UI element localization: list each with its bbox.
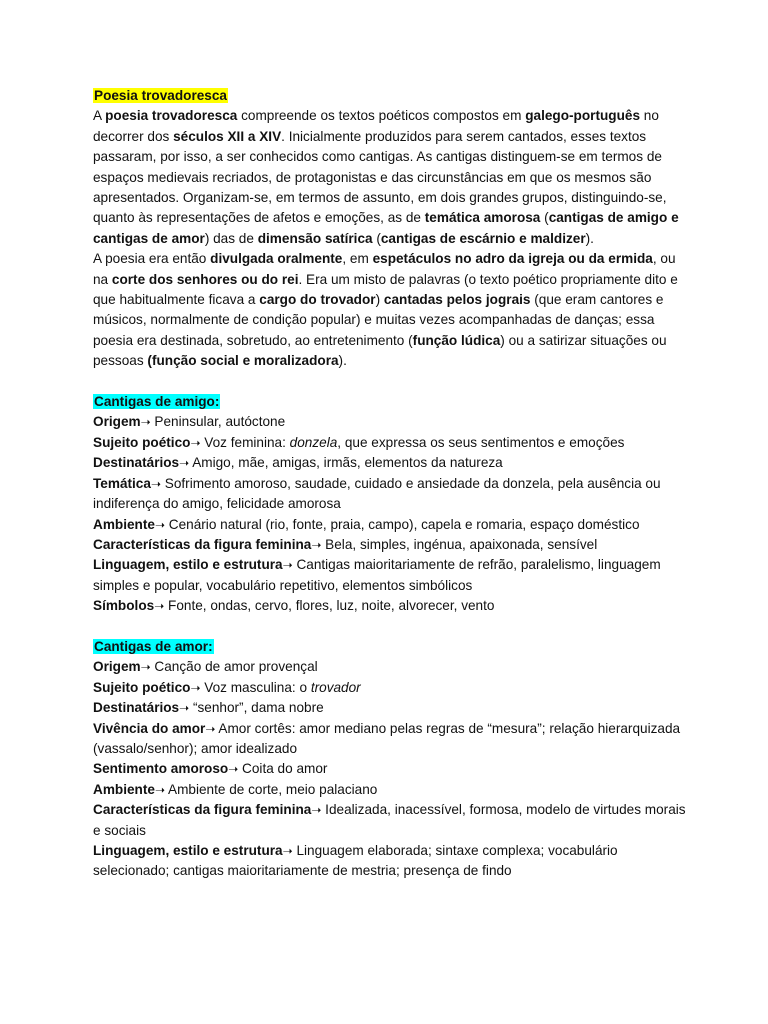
section-heading-amigo [93,392,688,412]
text-run: , em [342,251,373,267]
list-item [93,800,688,841]
arrow-icon: ➝ [154,782,165,797]
cantigas-amigo-list [93,412,688,616]
text-run: ). [338,353,347,369]
text-run: Ambiente de corte, meio palaciano [165,781,378,797]
arrow-icon: ➝ [150,476,161,491]
text-run: ). [585,230,594,246]
item-label: Linguagem, estilo e estrutura [93,557,283,573]
text-run: A poesia era então [93,251,211,267]
heading-cantigas-de-amor: Cantigas de amor: [94,638,213,654]
arrow-icon: ➝ [154,599,165,614]
item-label: Sujeito poético [93,434,191,450]
bold-text: corte dos senhores ou do rei [111,271,299,287]
bold-text: divulgada oralmente [210,251,343,267]
heading-poesia-trovadoresca: Poesia trovadoresca [94,88,227,103]
arrow-icon: ➝ [282,844,293,858]
arrow-icon: ➝ [205,721,216,736]
text-run: . Inicialmente produzidos para serem cantados, esses textos passaram, por isso, a ser conhecidos como cantigas. As cantigas distinguem-se em termos de espaços medievais recriados, de protagonistas e das circunstâncias em que os mesmos são apresentados. Organizam-se, em termos de assunto, em dois grandes grupos, distinguindo-se, quanto às representações de afetos e emoções, as de [93,128,667,226]
text-run: Linguagem elaborada; sintaxe complexa; vocabulário selecionado; cantigas maioritariamente de mestria; presença de findo [93,843,618,879]
section-heading-amor [93,637,688,657]
text-run: ) das de [204,230,258,246]
item-label: Símbolos [93,598,155,614]
list-item [93,678,688,698]
text-run: Amor cortês: amor mediano pelas regras de “mesura”; relação hierarquizada (vassalo/senhor); amor idealizado [93,720,681,756]
text-run: Canção de amor provençal [150,659,318,675]
list-item [93,780,688,800]
text-run: ) ou a satirizar situações ou pessoas [93,332,667,369]
arrow-icon: ➝ [190,680,201,695]
text-run: Amigo, mãe, amigas, irmãs, elementos da natureza [189,455,503,471]
arrow-icon: ➝ [179,701,190,716]
arrow-icon: ➝ [311,537,322,552]
list-item [93,596,688,616]
text-run: compreende os textos poéticos compostos em [237,108,526,124]
bold-text: séculos XII a XIV [173,128,282,144]
item-label: Origem [93,659,141,675]
item-label: Sentimento amoroso [93,761,229,777]
list-item [93,841,688,882]
text-run: no decorrer dos [93,108,659,144]
bold-text: poesia trovadoresca [105,108,238,124]
heading-cantigas-de-amigo: Cantigas de amigo: [94,394,220,410]
item-label: Origem [93,414,141,430]
arrow-icon: ➝ [140,660,151,675]
bold-text: (função social e moralizadora [147,353,339,369]
bold-text: função lúdica [412,332,501,348]
arrow-icon: ➝ [228,762,239,777]
arrow-icon: ➝ [179,456,190,471]
cantigas-amor-list [93,657,688,881]
item-label: Temática [93,475,151,491]
italic-text: donzela [289,434,338,450]
list-item [93,515,688,535]
text-run: Coita do amor [238,761,328,777]
text-run: ( [372,230,381,246]
text-run: Voz feminina: [200,434,290,450]
section-heading-poesia [93,86,688,106]
text-run: Fonte, ondas, cervo, flores, luz, noite, alvorecer, vento [164,598,495,614]
item-label: Características da figura feminina [93,802,312,818]
text-run: , ou na [93,251,676,287]
text-run: Idealizada, inacessível, formosa, modelo de virtudes morais e sociais [93,802,686,838]
text-run: “senhor”, dama nobre [189,700,324,716]
list-item [93,453,688,473]
list-item [93,535,688,555]
text-run: Cenário natural (rio, fonte, praia, campo), capela e romaria, espaço doméstico [165,516,640,532]
list-item [93,433,688,453]
text-run: , que expressa os seus sentimentos e emoções [337,434,625,450]
text-run: . Era um misto de palavras (o texto poético propriamente dito e que habitualmente ficava a [93,271,678,308]
arrow-icon: ➝ [311,803,322,818]
text-run: Cantigas maioritariamente de refrão, paralelismo, linguagem simples e popular, vocabulário repetitivo, elementos simbólicos [93,557,661,593]
arrow-icon: ➝ [140,415,151,430]
bold-text: galego-português [525,108,641,124]
list-item [93,412,688,432]
item-label: Ambiente [93,516,155,532]
list-item [93,698,688,718]
item-label: Sujeito poético [93,679,191,695]
arrow-icon: ➝ [154,517,165,532]
spacer [93,372,688,392]
list-item [93,555,688,596]
text-run: ) [375,292,384,308]
paragraph-intro [93,106,688,249]
text-run: Voz masculina: o [200,679,311,695]
item-label: Características da figura feminina [93,536,312,552]
list-item [93,759,688,779]
spacer [93,617,688,637]
italic-text: trovador [310,679,361,695]
bold-text: temática amorosa [424,210,541,226]
bold-text: espetáculos no adro da igreja ou da ermida [372,251,653,267]
text-run: Sofrimento amoroso, saudade, cuidado e ansiedade da donzela, pela ausência ou indiferença do amigo, felicidade amorosa [93,475,661,512]
item-label: Vivência do amor [93,720,206,736]
item-label: Destinatários [93,700,180,716]
bold-text: dimensão satírica [257,230,373,246]
paragraph-divulgacao [93,249,688,371]
text-run: Bela, simples, ingénua, apaixonada, sensível [321,536,598,552]
bold-text: cantigas de amigo e cantigas de amor [93,210,679,246]
bold-text: cargo do trovador [259,292,376,308]
arrow-icon: ➝ [282,558,293,573]
text-run: Peninsular, autóctone [150,414,286,430]
list-item [93,657,688,677]
item-label: Ambiente [93,781,155,797]
text-run: ( [540,210,549,226]
item-label: Linguagem, estilo e estrutura [93,843,283,858]
list-item [93,719,688,760]
list-item [93,474,688,515]
item-label: Destinatários [93,455,180,471]
text-run: (que eram cantores e músicos, normalmente de condição popular) e muitas vezes acompanhadas de danças; essa poesia era destinada, sobretudo, ao entretenimento ( [93,292,664,348]
arrow-icon: ➝ [190,435,201,450]
text-run: A [93,108,106,124]
bold-text: cantadas pelos jograis [383,292,531,308]
bold-text: cantigas de escárnio e maldizer [380,230,586,246]
